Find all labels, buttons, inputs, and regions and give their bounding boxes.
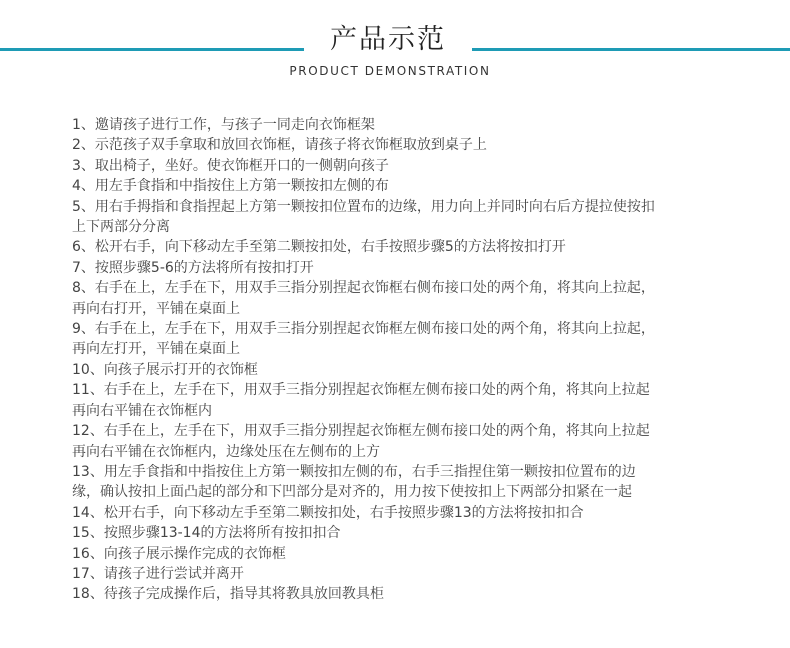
- section-title: 产品示范: [330, 24, 446, 55]
- step-item: 5、用右手拇指和食指捏起上方第一颗按扣位置布的边缘，用力向上并同时向右后方提拉使按扣上下两部分分离: [72, 198, 655, 236]
- step-item: 15、按照步骤13-14的方法将所有按扣扣合: [72, 525, 341, 542]
- step-item: 17、请孩子进行尝试并离开: [72, 565, 244, 582]
- section-subtitle: PRODUCT DEMONSTRATION: [289, 64, 491, 78]
- steps-list: [72, 115, 662, 605]
- step-item: 2、示范孩子双手拿取和放回衣饰框，请孩子将衣饰框取放到桌子上: [72, 137, 487, 154]
- section-header: [0, 0, 790, 90]
- step-item: 14、松开右手，向下移动左手至第二颗按扣处，右手按照步骤13的方法将按扣扣合: [72, 504, 584, 521]
- step-item: 16、向孩子展示操作完成的衣饰框: [72, 545, 286, 562]
- header-rule-left: [0, 48, 304, 51]
- step-item: 18、待孩子完成操作后，指导其将教具放回教具柜: [72, 586, 384, 603]
- step-item: 12、右手在上，左手在下，用双手三指分别捏起衣饰框左侧布接口处的两个角，将其向上拉起再向右平铺在衣饰框内，边缘处压在左侧布的上方: [72, 423, 650, 460]
- step-item: 11、右手在上，左手在下，用双手三指分别捏起衣饰框左侧布接口处的两个角，将其向上拉起再向右平铺在衣饰框内: [72, 382, 650, 419]
- step-item: 1、邀请孩子进行工作，与孩子一同走向衣饰框架: [72, 117, 375, 133]
- header-rule-right: [472, 48, 790, 51]
- step-item: 4、用左手食指和中指按住上方第一颗按扣左侧的布: [72, 178, 389, 195]
- step-item: 3、取出椅子，坐好。使衣饰框开口的一侧朝向孩子: [72, 157, 389, 174]
- step-item: 6、松开右手，向下移动左手至第二颗按扣处，右手按照步骤5的方法将按扣打开: [72, 239, 566, 256]
- step-item: 7、按照步骤5-6的方法将所有按扣打开: [72, 259, 314, 276]
- step-item: 13、用左手食指和中指按住上方第一颗按扣左侧的布，右手三指捏住第一颗按扣位置布的边缘，确认按扣上面凸起的部分和下凹部分是对齐的，用力按下使按扣上下两部分扣紧在一起: [72, 463, 636, 501]
- step-item: 8、右手在上，左手在下，用双手三指分别捏起衣饰框右侧布接口处的两个角，将其向上拉起，再向右打开，平铺在桌面上: [72, 280, 655, 317]
- step-item: 9、右手在上，左手在下，用双手三指分别捏起衣饰框左侧布接口处的两个角，将其向上拉起，再向左打开，平铺在桌面上: [72, 321, 655, 358]
- step-item: 10、向孩子展示打开的衣饰框: [72, 361, 258, 378]
